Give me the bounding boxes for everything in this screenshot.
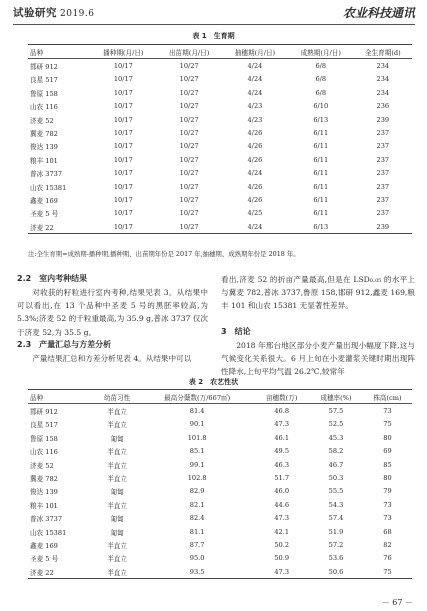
table-cell: 239 bbox=[376, 115, 390, 124]
table-cell: 10/27 bbox=[179, 115, 199, 124]
table-cell: 鲁原 158 bbox=[30, 89, 58, 98]
paragraph: 对收获的籽粒进行室内考种,结果见表 3。从结果中可以看出,在 13 个品种中圣麦 5 号的黑胚率较高,为 5.3%;济麦 52 的千粒重最高,为 35.9 g,普冰 3737 仅次于济麦 52,为 35.5 g。 bbox=[17, 288, 208, 337]
table-cell: 49.5 bbox=[274, 447, 290, 456]
table-cell: 6/8 bbox=[315, 88, 327, 97]
right-column-text-2 bbox=[221, 339, 415, 379]
paragraph: 看出,济麦 52 的折亩产量最高,但是在 LSD₀.₀₅ 的水平上与冀麦 782,普冰 3737,鲁原 158,邯研 912,鑫麦 169,粮丰 101 和山农 15381 无显著性差异。 bbox=[221, 275, 415, 311]
table-cell: 10/17 bbox=[113, 88, 133, 97]
table-cell: 51.7 bbox=[274, 474, 290, 483]
table-cell: 俊达 139 bbox=[30, 143, 58, 152]
table-cell: 80 bbox=[383, 474, 392, 483]
table-row bbox=[28, 140, 412, 153]
table-cell: 10/17 bbox=[113, 182, 133, 191]
table-cell: 邯研 912 bbox=[30, 63, 58, 72]
table-cell: 54.3 bbox=[328, 500, 344, 509]
table-cell: 73 bbox=[383, 407, 392, 416]
table-cell: 粮丰 101 bbox=[30, 501, 58, 510]
table-cell: 10/17 bbox=[113, 62, 133, 71]
table-cell: 50.6 bbox=[328, 567, 344, 576]
table-cell: 237 bbox=[376, 195, 390, 204]
table-cell: 57.2 bbox=[328, 540, 344, 549]
table-cell: 55.5 bbox=[328, 487, 344, 496]
table-cell: 普冰 3737 bbox=[30, 515, 63, 524]
table-cell: 81.1 bbox=[189, 527, 205, 536]
table-cell: 4/23 bbox=[247, 115, 263, 124]
table-cell: 10/17 bbox=[113, 195, 133, 204]
table-cell: 6/8 bbox=[315, 75, 327, 84]
table-cell: 良星 517 bbox=[30, 421, 58, 430]
table-row bbox=[28, 404, 412, 418]
table-cell: 半直立 bbox=[107, 408, 127, 417]
table-cell: 圣麦 5 号 bbox=[30, 210, 59, 219]
table-cell: 234 bbox=[376, 88, 390, 97]
table-cell: 57.5 bbox=[328, 407, 344, 416]
table-cell: 237 bbox=[376, 155, 390, 164]
paragraph: 2018 年邢台地区部分小麦产量出现小幅度下降,这与气候变化关系很大。6 月上旬在小麦灌浆关键时期出现阵性降水,上旬平均气温 26.2℃,较常年 bbox=[221, 341, 415, 377]
section-heading-2-3: 2.3 产量汇总与方差分析 bbox=[17, 340, 112, 349]
table-cell: 匍匐 bbox=[110, 528, 124, 537]
table-cell: 山农 116 bbox=[30, 448, 58, 457]
table1-note: 注:全生育期=成熟期-播种期,播种期、出苗期年份是 2017 年,抽穗期、成熟期年份是 2018 年。 bbox=[28, 250, 300, 258]
table-cell: 10/27 bbox=[179, 195, 199, 204]
table-cell: 239 bbox=[376, 222, 390, 231]
table-cell: 47.3 bbox=[274, 567, 290, 576]
table-cell: 75 bbox=[383, 567, 392, 576]
table-cell: 234 bbox=[376, 62, 390, 71]
table-cell: 237 bbox=[376, 169, 390, 178]
table-row bbox=[28, 73, 412, 86]
table-cell: 冀麦 782 bbox=[30, 475, 58, 484]
table-cell: 俊达 139 bbox=[30, 488, 58, 497]
table-cell: 81.4 bbox=[189, 407, 205, 416]
table-cell: 80 bbox=[383, 433, 392, 442]
column-header: 幼苗习性 bbox=[103, 393, 131, 402]
table-cell: 粮丰 101 bbox=[30, 156, 58, 165]
table-cell: 10/27 bbox=[179, 182, 199, 191]
table-cell: 90.1 bbox=[189, 420, 205, 429]
table-cell: 82.1 bbox=[189, 500, 205, 509]
table-cell: 237 bbox=[376, 129, 390, 138]
table-cell: 6/11 bbox=[313, 155, 329, 164]
table-cell: 良星 517 bbox=[30, 76, 58, 85]
table-cell: 4/26 bbox=[247, 182, 263, 191]
table-cell: 半直立 bbox=[107, 501, 127, 510]
section-heading-2-2: 2.2 室内考种结果 bbox=[17, 274, 88, 283]
table-cell: 10/27 bbox=[179, 142, 199, 151]
table-cell: 46.8 bbox=[274, 407, 290, 416]
table-cell: 87.7 bbox=[189, 540, 205, 549]
table-cell: 58.2 bbox=[328, 447, 344, 456]
journal-name: 试验研究 bbox=[13, 7, 57, 19]
table-cell: 95.0 bbox=[189, 554, 205, 563]
issue-number: 2019.6 bbox=[60, 9, 95, 19]
table-cell: 46.3 bbox=[274, 460, 290, 469]
running-header bbox=[13, 5, 415, 21]
table-cell: 50.2 bbox=[274, 540, 290, 549]
table-cell: 101.8 bbox=[187, 433, 207, 442]
table-cell: 10/17 bbox=[113, 115, 133, 124]
table-cell: 10/27 bbox=[179, 169, 199, 178]
table-cell: 鲁原 158 bbox=[30, 434, 58, 443]
table-cell: 47.3 bbox=[274, 420, 290, 429]
table-row bbox=[28, 538, 412, 551]
table2-caption: 表 2 农艺性状 bbox=[188, 378, 239, 386]
table-cell: 234 bbox=[376, 75, 390, 84]
table-row bbox=[28, 498, 412, 511]
left-column-text-2 bbox=[17, 352, 208, 365]
table-cell: 237 bbox=[376, 142, 390, 151]
header-rule bbox=[13, 24, 415, 25]
table-cell: 69 bbox=[383, 447, 392, 456]
table-row bbox=[28, 207, 412, 220]
paragraph: 产量结果汇总和方差分析见表 4。从结果中可以 bbox=[32, 354, 192, 363]
table-cell: 47.3 bbox=[274, 514, 290, 523]
table-cell: 4/23 bbox=[247, 102, 263, 111]
table-row bbox=[28, 525, 412, 538]
table-row bbox=[28, 431, 412, 444]
table-cell: 76 bbox=[383, 554, 392, 563]
table-cell: 68 bbox=[383, 527, 392, 536]
table-row bbox=[28, 193, 412, 206]
table-cell: 57.4 bbox=[328, 514, 344, 523]
table-cell: 半直立 bbox=[107, 448, 127, 457]
table-cell: 99.1 bbox=[189, 460, 205, 469]
table-cell: 10/17 bbox=[113, 155, 133, 164]
table-cell: 10/17 bbox=[113, 209, 133, 218]
table-cell: 51.9 bbox=[328, 527, 344, 536]
table-cell: 46.0 bbox=[274, 487, 290, 496]
table-cell: 6/10 bbox=[313, 102, 329, 111]
table-row bbox=[28, 565, 412, 579]
table-cell: 102.8 bbox=[187, 474, 207, 483]
table-cell: 4/24 bbox=[247, 88, 263, 97]
table-cell: 匍匐 bbox=[110, 515, 124, 524]
table-cell: 10/27 bbox=[179, 62, 199, 71]
column-header: 出苗期(月/日) bbox=[168, 48, 210, 57]
table-cell: 73 bbox=[383, 514, 392, 523]
page-number: － 67 － bbox=[381, 598, 413, 607]
table-row bbox=[28, 471, 412, 484]
table-cell: 50.3 bbox=[328, 474, 344, 483]
table-cell: 6/8 bbox=[315, 62, 327, 71]
table-cell: 4/26 bbox=[247, 129, 263, 138]
table-row bbox=[28, 445, 412, 458]
table-cell: 53.6 bbox=[328, 554, 344, 563]
column-header: 品种 bbox=[30, 393, 44, 402]
table-cell: 6/11 bbox=[313, 129, 329, 138]
table1-caption: 表 1 生育期 bbox=[192, 32, 235, 40]
section-heading-3: 3 结论 bbox=[221, 327, 251, 336]
table-cell: 50.9 bbox=[274, 554, 290, 563]
table-cell: 6/13 bbox=[313, 222, 329, 231]
table-cell: 10/17 bbox=[113, 129, 133, 138]
table-cell: 4/25 bbox=[247, 209, 263, 218]
table-row bbox=[28, 113, 412, 126]
table-cell: 10/27 bbox=[179, 88, 199, 97]
table-cell: 冀麦 782 bbox=[30, 130, 58, 139]
table-cell: 半直立 bbox=[107, 555, 127, 564]
table-cell: 半直立 bbox=[107, 421, 127, 430]
table-cell: 10/27 bbox=[179, 222, 199, 231]
table-cell: 10/27 bbox=[179, 155, 199, 164]
table-cell: 匍匐 bbox=[110, 488, 124, 497]
table-cell: 79 bbox=[383, 487, 392, 496]
table-cell: 6/11 bbox=[313, 169, 329, 178]
column-header: 株高(cm) bbox=[373, 393, 402, 402]
table-cell: 75 bbox=[383, 420, 392, 429]
table-cell: 52.5 bbox=[328, 420, 344, 429]
table-cell: 237 bbox=[376, 209, 390, 218]
table-row bbox=[28, 485, 412, 498]
table-cell: 82.9 bbox=[189, 487, 205, 496]
column-header: 成穗率(%) bbox=[320, 393, 352, 402]
table-cell: 10/27 bbox=[179, 209, 199, 218]
table-cell: 4/26 bbox=[247, 142, 263, 151]
table-cell: 10/17 bbox=[113, 75, 133, 84]
table-cell: 10/27 bbox=[179, 75, 199, 84]
table-row bbox=[28, 153, 412, 166]
table-cell: 42.1 bbox=[274, 527, 290, 536]
table-cell: 半直立 bbox=[107, 541, 127, 550]
table-cell: 4/26 bbox=[247, 155, 263, 164]
table-cell: 鑫麦 169 bbox=[30, 541, 58, 550]
table-cell: 85.1 bbox=[189, 447, 205, 456]
table-cell: 82.4 bbox=[189, 514, 205, 523]
table-cell: 73 bbox=[383, 500, 392, 509]
table-cell: 济麦 52 bbox=[30, 116, 54, 125]
table-cell: 237 bbox=[376, 182, 390, 191]
table-cell: 半直立 bbox=[107, 568, 127, 577]
table-row bbox=[28, 59, 412, 73]
table-cell: 半直立 bbox=[107, 475, 127, 484]
right-column-text bbox=[221, 273, 415, 313]
table1 bbox=[28, 44, 412, 234]
table-cell: 4/24 bbox=[247, 75, 263, 84]
table-cell: 93.5 bbox=[189, 567, 205, 576]
table-row bbox=[28, 418, 412, 431]
left-column-text bbox=[17, 286, 208, 339]
table-cell: 半直立 bbox=[107, 461, 127, 470]
table-cell: 鑫麦 169 bbox=[30, 196, 58, 205]
table-cell: 10/17 bbox=[113, 222, 133, 231]
table-row bbox=[28, 167, 412, 180]
table-cell: 济麦 52 bbox=[30, 461, 54, 470]
table-cell: 6/11 bbox=[313, 182, 329, 191]
table-cell: 4/24 bbox=[247, 222, 263, 231]
table-row bbox=[28, 86, 412, 99]
table-header-row bbox=[28, 45, 412, 59]
table-cell: 82 bbox=[383, 540, 392, 549]
table-cell: 10/27 bbox=[179, 102, 199, 111]
table-header-row bbox=[28, 390, 412, 404]
table-cell: 邯研 912 bbox=[30, 408, 58, 417]
table-row bbox=[28, 220, 412, 234]
table-row bbox=[28, 100, 412, 113]
table-cell: 10/27 bbox=[179, 129, 199, 138]
column-header: 亩穗数(万) bbox=[265, 393, 298, 402]
table-cell: 匍匐 bbox=[110, 434, 124, 443]
journal-logo: 农业科技通讯 bbox=[342, 6, 415, 20]
table-cell: 44.6 bbox=[274, 500, 290, 509]
table-cell: 山农 15381 bbox=[30, 528, 67, 537]
column-header: 成熟期(月/日) bbox=[300, 48, 341, 57]
table-row bbox=[28, 512, 412, 525]
table-cell: 济麦 22 bbox=[30, 568, 54, 577]
table-row bbox=[28, 180, 412, 193]
table-cell: 4/24 bbox=[247, 62, 263, 71]
table-cell: 45.3 bbox=[328, 433, 344, 442]
table-cell: 46.7 bbox=[328, 460, 344, 469]
table-cell: 6/11 bbox=[313, 195, 329, 204]
table-cell: 6/13 bbox=[313, 115, 329, 124]
column-header: 最高分蘖数(万/667㎡) bbox=[164, 393, 231, 402]
table2 bbox=[28, 389, 412, 579]
table-cell: 236 bbox=[376, 102, 390, 111]
table-cell: 10/17 bbox=[113, 169, 133, 178]
table-cell: 46.1 bbox=[274, 433, 290, 442]
table-cell: 4/26 bbox=[247, 195, 263, 204]
column-header: 品种 bbox=[30, 48, 44, 57]
table-row bbox=[28, 126, 412, 139]
column-header: 播种期(月/日) bbox=[103, 48, 144, 57]
table-cell: 济麦 22 bbox=[30, 223, 54, 232]
table-cell: 山农 15381 bbox=[30, 183, 67, 192]
table-cell: 10/17 bbox=[113, 102, 133, 111]
table-cell: 普冰 3737 bbox=[30, 170, 63, 179]
table-cell: 圣麦 5 号 bbox=[30, 555, 59, 564]
journal-section-title bbox=[13, 5, 95, 20]
table-cell: 6/11 bbox=[313, 142, 329, 151]
table-cell: 6/11 bbox=[313, 209, 329, 218]
table-cell: 4/24 bbox=[247, 169, 263, 178]
column-header: 全生育期(d) bbox=[364, 48, 401, 57]
table-cell: 山农 116 bbox=[30, 103, 58, 112]
table-cell: 85 bbox=[383, 460, 392, 469]
column-header: 抽穗期(月/日) bbox=[234, 48, 276, 57]
table-row bbox=[28, 552, 412, 565]
table-row bbox=[28, 458, 412, 471]
table-cell: 10/17 bbox=[113, 142, 133, 151]
